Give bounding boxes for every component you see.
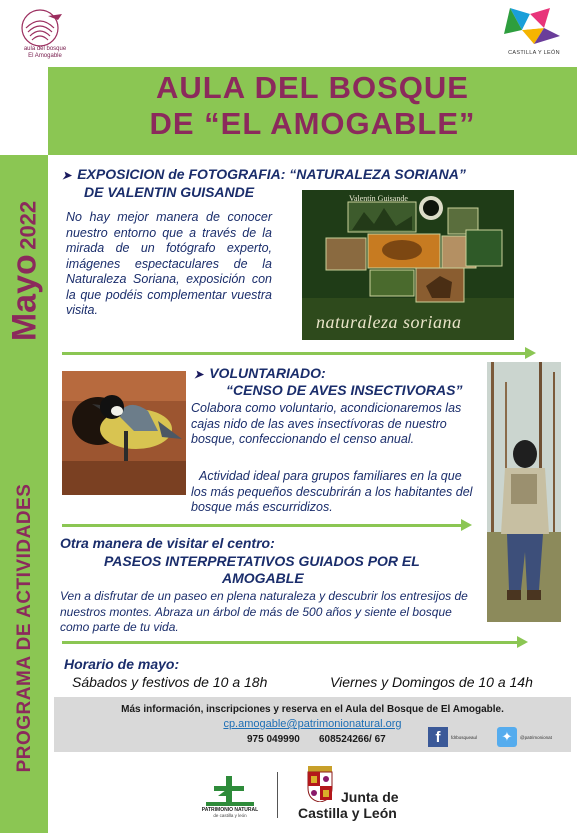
bullet-arrow-icon: ➤ bbox=[194, 369, 204, 381]
logo-left-caption: aula del bosque El Amogable bbox=[23, 46, 67, 59]
twitter-icon[interactable]: ✦ bbox=[497, 727, 517, 747]
expo-heading-1: ➤ EXPOSICION de FOTOGRAFIA: “NATURALEZA SORIANA” bbox=[62, 166, 466, 182]
section-divider-arrow bbox=[62, 641, 518, 644]
volunteer-person-image bbox=[487, 362, 561, 622]
junta-name-line-1: Junta de bbox=[341, 789, 399, 805]
contact-phone-2: 608524266/ 67 bbox=[319, 734, 386, 745]
castilla-y-leon-logo bbox=[500, 4, 564, 48]
facebook-handle: fdrbosqueaul bbox=[451, 735, 478, 740]
volunteer-heading-2: “CENSO DE AVES INSECTIVORAS” bbox=[226, 382, 463, 398]
month-label: Mayo bbox=[5, 254, 44, 342]
section-divider-arrow bbox=[62, 524, 462, 527]
page-title-line-2: DE “EL AMOGABLE” bbox=[149, 106, 476, 141]
footer-divider bbox=[277, 772, 278, 818]
expo-poster-caption: naturaleza soriana bbox=[316, 312, 462, 332]
schedule-saturdays: Sábados y festivos de 10 a 18h bbox=[72, 674, 268, 690]
volunteer-heading-1: ➤ VOLUNTARIADO: bbox=[194, 365, 326, 381]
bird-illustration bbox=[62, 371, 186, 495]
junta-castilla-leon-shield bbox=[306, 766, 334, 802]
great-tit-bird-image bbox=[62, 371, 186, 495]
year-label: 2022 bbox=[15, 200, 41, 250]
volunteer-description-1: Colabora como voluntario, acondicionaremos las cajas nido de las aves insectívoras de nuestro bosque, confeccionando el censo anual. bbox=[191, 401, 462, 446]
patrimonio-natural-region: de castilla y león bbox=[213, 813, 247, 818]
walks-heading-1: PASEOS INTERPRETATIVOS GUIADOS POR EL bbox=[104, 553, 420, 569]
contact-email-link[interactable]: cp.amogable@patrimonionatural.org bbox=[223, 718, 402, 730]
junta-name-line-2: Castilla y León bbox=[298, 805, 397, 821]
page-title-line-1: AULA DEL BOSQUE bbox=[156, 70, 469, 105]
expo-heading-2: DE VALENTIN GUISANDE bbox=[84, 184, 255, 200]
twitter-handle: @patrimonionat bbox=[520, 735, 552, 740]
expo-description: No hay mejor manera de conocer nuestro entorno que a través de la mirada de un fotógrafo experto, imágenes espectaculares de la Naturaleza Soriana, exposición con la que podéis complementar vuestra visita. bbox=[66, 210, 272, 317]
expo-poster-image bbox=[302, 190, 514, 340]
bullet-arrow-icon: ➤ bbox=[62, 170, 72, 182]
volunteer-description-2: Actividad ideal para grupos familiares en la que los más pequeños descubrirán a los habitantes del bosque más escurridizos. bbox=[191, 469, 473, 514]
forest-person-illustration bbox=[487, 362, 561, 622]
contact-phone-1: 975 049990 bbox=[247, 734, 300, 745]
walks-heading-2: AMOGABLE bbox=[222, 570, 304, 586]
patrimonio-natural-name: PATRIMONIO NATURAL bbox=[201, 807, 259, 813]
walks-description: Ven a disfrutar de un paseo en plena naturaleza y descubrir los entresijos de nuestros montes. Abraza un árbol de más de 500 años y siente el bosque como parte de tu vida. bbox=[60, 589, 468, 634]
walks-lead: Otra manera de visitar el centro: bbox=[60, 535, 275, 551]
schedule-fridays-sundays: Viernes y Domingos de 10 a 14h bbox=[330, 674, 533, 690]
facebook-icon[interactable]: f bbox=[428, 727, 448, 747]
section-divider-arrow bbox=[62, 352, 526, 355]
month-vertical-label bbox=[5, 176, 44, 366]
contact-info-text: Más información, inscripciones y reserva en el Aula del Bosque de El Amogable. bbox=[121, 704, 504, 715]
schedule-label: Horario de mayo: bbox=[64, 656, 180, 672]
castilla-y-leon-caption: CASTILLA Y LEÓN bbox=[508, 50, 560, 56]
program-vertical-label: PROGRAMA DE ACTIVIDADES bbox=[14, 483, 35, 772]
expo-poster-author: Valentín Guisande bbox=[349, 194, 408, 203]
